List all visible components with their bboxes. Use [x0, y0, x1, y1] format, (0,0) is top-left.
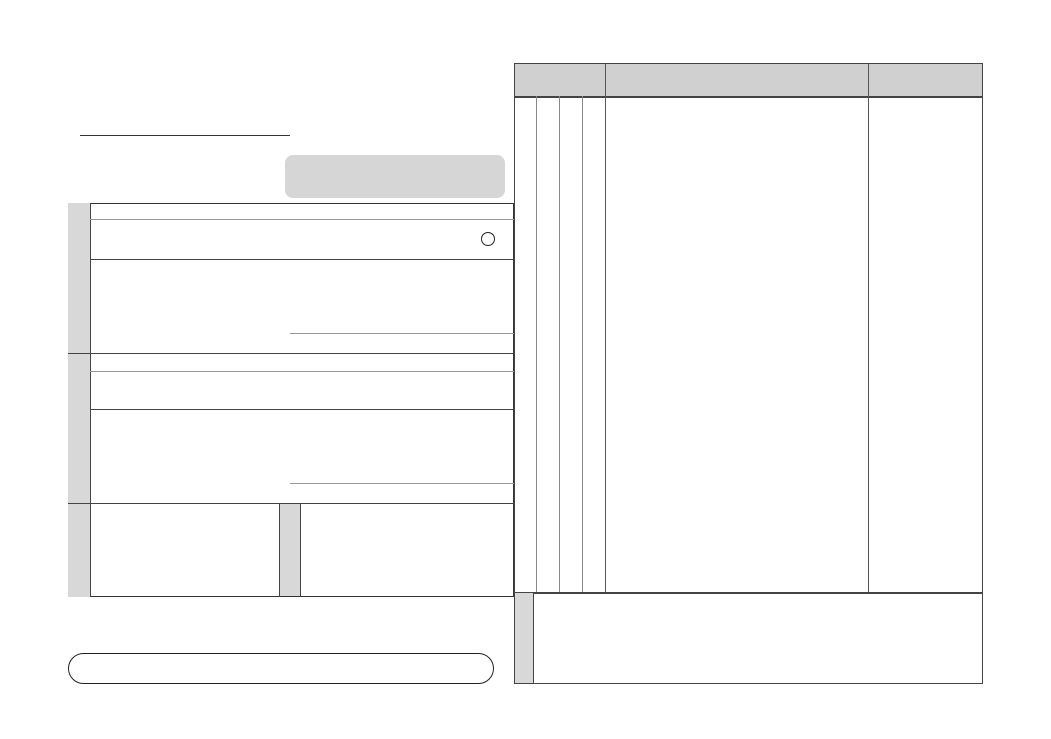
- product-table-header: [515, 64, 982, 96]
- fax-confirm-notice: [68, 653, 494, 684]
- seal-icon: [481, 232, 495, 246]
- contact-label-bg: [515, 593, 533, 683]
- addressee-underline: [80, 116, 290, 136]
- product-table: [514, 63, 983, 684]
- contact-notes-field[interactable]: [534, 594, 982, 683]
- delivery-section-label: [68, 508, 90, 596]
- fax-box: [285, 155, 505, 198]
- payment-section-label: [279, 510, 300, 595]
